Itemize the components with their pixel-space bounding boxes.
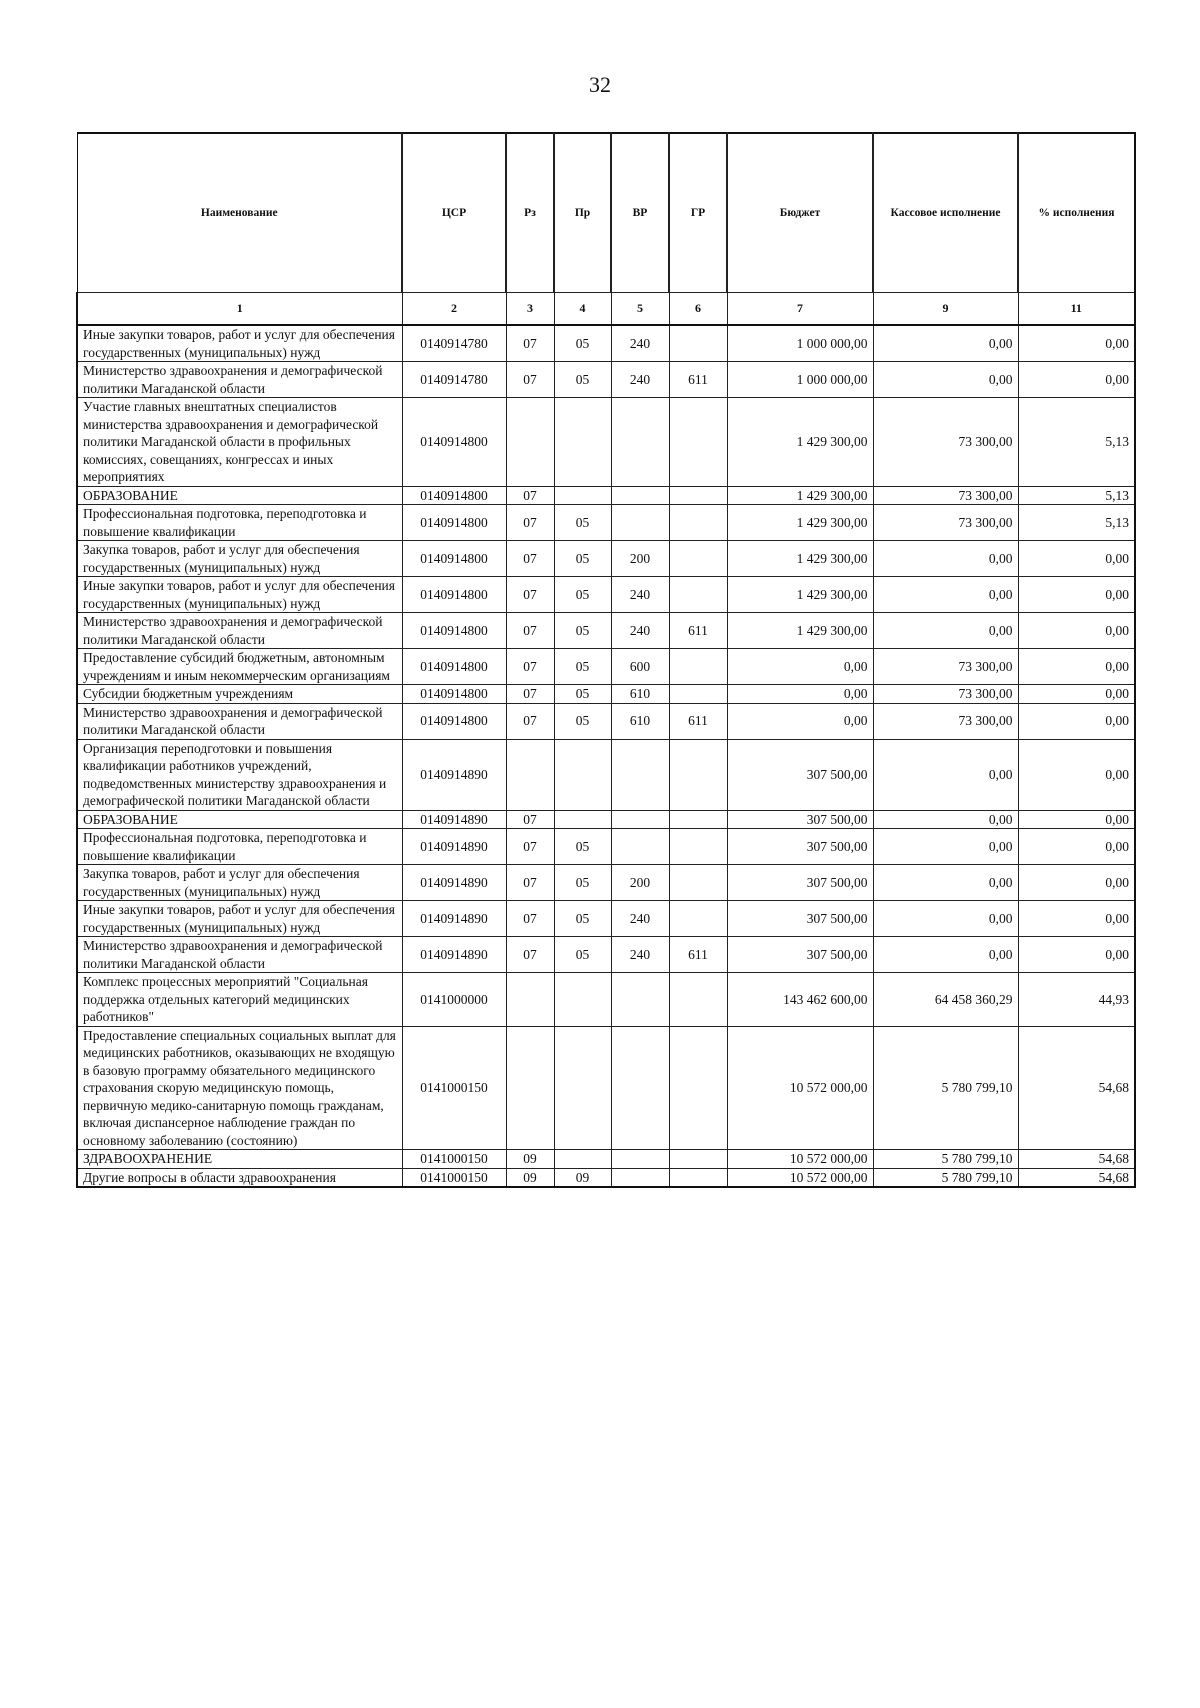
cell-vr: 240 xyxy=(611,901,669,937)
cell-csr: 0140914890 xyxy=(402,937,506,973)
column-number: 11 xyxy=(1018,293,1135,326)
cell-cash-execution: 5 780 799,10 xyxy=(873,1026,1018,1150)
cell-csr: 0140914800 xyxy=(402,486,506,505)
table-row xyxy=(77,1026,1135,1150)
cell-budget: 1 429 300,00 xyxy=(727,541,873,577)
cell-vr: 240 xyxy=(611,613,669,649)
cell-budget: 307 500,00 xyxy=(727,901,873,937)
header-rz: Рз xyxy=(506,133,554,293)
cell-vr: 200 xyxy=(611,541,669,577)
cell-percent-execution: 44,93 xyxy=(1018,973,1135,1027)
cell-csr: 0140914780 xyxy=(402,362,506,398)
cell-gr xyxy=(669,1150,727,1169)
cell-percent-execution: 5,13 xyxy=(1018,486,1135,505)
cell-rz: 07 xyxy=(506,703,554,739)
cell-csr: 0140914800 xyxy=(402,541,506,577)
budget-execution-table xyxy=(76,132,1136,1188)
cell-csr: 0140914800 xyxy=(402,398,506,487)
cell-budget: 307 500,00 xyxy=(727,810,873,829)
cell-cash-execution: 0,00 xyxy=(873,541,1018,577)
cell-vr xyxy=(611,973,669,1027)
header-budget: Бюджет xyxy=(727,133,873,293)
cell-gr xyxy=(669,1026,727,1150)
cell-gr xyxy=(669,829,727,865)
cell-percent-execution: 5,13 xyxy=(1018,398,1135,487)
cell-percent-execution: 0,00 xyxy=(1018,865,1135,901)
cell-budget: 0,00 xyxy=(727,649,873,685)
table-row xyxy=(77,577,1135,613)
table-body xyxy=(77,325,1135,1187)
cell-gr: 611 xyxy=(669,703,727,739)
cell-percent-execution: 0,00 xyxy=(1018,810,1135,829)
cell-percent-execution: 0,00 xyxy=(1018,577,1135,613)
cell-pr xyxy=(554,398,611,487)
cell-vr xyxy=(611,398,669,487)
cell-percent-execution: 54,68 xyxy=(1018,1168,1135,1187)
cell-budget: 1 429 300,00 xyxy=(727,613,873,649)
cell-percent-execution: 0,00 xyxy=(1018,613,1135,649)
cell-name: Профессиональная подготовка, переподготовка и повышение квалификации xyxy=(77,505,402,541)
cell-percent-execution: 0,00 xyxy=(1018,937,1135,973)
table-row xyxy=(77,613,1135,649)
cell-cash-execution: 0,00 xyxy=(873,829,1018,865)
cell-pr: 05 xyxy=(554,901,611,937)
cell-gr xyxy=(669,865,727,901)
cell-gr: 611 xyxy=(669,937,727,973)
cell-csr: 0140914780 xyxy=(402,325,506,362)
table-row xyxy=(77,703,1135,739)
cell-name: Закупка товаров, работ и услуг для обеспечения государственных (муниципальных) нужд xyxy=(77,541,402,577)
cell-rz: 09 xyxy=(506,1150,554,1169)
cell-gr xyxy=(669,398,727,487)
cell-gr xyxy=(669,577,727,613)
table-row xyxy=(77,1168,1135,1187)
header-name: Наименование xyxy=(77,133,402,293)
cell-budget: 307 500,00 xyxy=(727,829,873,865)
cell-gr xyxy=(669,901,727,937)
cell-budget: 307 500,00 xyxy=(727,937,873,973)
cell-gr xyxy=(669,649,727,685)
cell-name: Предоставление субсидий бюджетным, автономным учреждениям и иным некоммерческим организациям xyxy=(77,649,402,685)
cell-pr: 05 xyxy=(554,829,611,865)
cell-name: Министерство здравоохранения и демографической политики Магаданской области xyxy=(77,937,402,973)
cell-cash-execution: 0,00 xyxy=(873,739,1018,810)
table-row xyxy=(77,937,1135,973)
cell-gr xyxy=(669,325,727,362)
cell-csr: 0140914890 xyxy=(402,739,506,810)
column-number: 6 xyxy=(669,293,727,326)
cell-vr xyxy=(611,486,669,505)
cell-csr: 0141000000 xyxy=(402,973,506,1027)
cell-rz: 07 xyxy=(506,810,554,829)
cell-csr: 0140914890 xyxy=(402,810,506,829)
cell-percent-execution: 0,00 xyxy=(1018,649,1135,685)
cell-rz: 07 xyxy=(506,541,554,577)
cell-cash-execution: 0,00 xyxy=(873,577,1018,613)
cell-name: Профессиональная подготовка, переподготовка и повышение квалификации xyxy=(77,829,402,865)
table-row xyxy=(77,362,1135,398)
cell-name: Иные закупки товаров, работ и услуг для обеспечения государственных (муниципальных) нужд xyxy=(77,577,402,613)
cell-percent-execution: 0,00 xyxy=(1018,703,1135,739)
table-row xyxy=(77,685,1135,704)
cell-gr: 611 xyxy=(669,362,727,398)
cell-vr: 240 xyxy=(611,362,669,398)
cell-cash-execution: 0,00 xyxy=(873,865,1018,901)
cell-cash-execution: 0,00 xyxy=(873,325,1018,362)
cell-vr: 240 xyxy=(611,577,669,613)
cell-vr xyxy=(611,505,669,541)
cell-cash-execution: 73 300,00 xyxy=(873,685,1018,704)
cell-rz: 07 xyxy=(506,829,554,865)
header-percent-execution: % исполнения xyxy=(1018,133,1135,293)
cell-rz: 07 xyxy=(506,865,554,901)
cell-percent-execution: 0,00 xyxy=(1018,325,1135,362)
cell-name: ЗДРАВООХРАНЕНИЕ xyxy=(77,1150,402,1169)
column-number: 5 xyxy=(611,293,669,326)
cell-budget: 307 500,00 xyxy=(727,865,873,901)
table-header-row xyxy=(77,133,1135,293)
table-row xyxy=(77,865,1135,901)
cell-percent-execution: 54,68 xyxy=(1018,1150,1135,1169)
cell-budget: 1 429 300,00 xyxy=(727,398,873,487)
cell-csr: 0140914800 xyxy=(402,703,506,739)
cell-budget: 10 572 000,00 xyxy=(727,1168,873,1187)
cell-csr: 0140914800 xyxy=(402,613,506,649)
cell-budget: 0,00 xyxy=(727,685,873,704)
cell-rz: 07 xyxy=(506,937,554,973)
cell-csr: 0140914890 xyxy=(402,829,506,865)
cell-gr xyxy=(669,486,727,505)
cell-budget: 143 462 600,00 xyxy=(727,973,873,1027)
cell-percent-execution: 54,68 xyxy=(1018,1026,1135,1150)
cell-vr: 240 xyxy=(611,937,669,973)
cell-percent-execution: 0,00 xyxy=(1018,362,1135,398)
column-number: 2 xyxy=(402,293,506,326)
cell-budget: 1 429 300,00 xyxy=(727,577,873,613)
cell-cash-execution: 0,00 xyxy=(873,613,1018,649)
cell-pr: 05 xyxy=(554,649,611,685)
cell-pr: 05 xyxy=(554,541,611,577)
cell-vr: 600 xyxy=(611,649,669,685)
cell-rz: 07 xyxy=(506,613,554,649)
cell-rz: 07 xyxy=(506,577,554,613)
cell-percent-execution: 0,00 xyxy=(1018,829,1135,865)
cell-gr xyxy=(669,505,727,541)
cell-name: Иные закупки товаров, работ и услуг для обеспечения государственных (муниципальных) нужд xyxy=(77,901,402,937)
cell-name: Субсидии бюджетным учреждениям xyxy=(77,685,402,704)
cell-name: Участие главных внештатных специалистов министерства здравоохранения и демографической политики Магаданской области в профильных комиссиях, совещаниях, конгрессах и иных мероприятиях xyxy=(77,398,402,487)
table-row xyxy=(77,505,1135,541)
cell-cash-execution: 0,00 xyxy=(873,901,1018,937)
cell-gr xyxy=(669,739,727,810)
cell-cash-execution: 0,00 xyxy=(873,937,1018,973)
cell-rz: 09 xyxy=(506,1168,554,1187)
column-number-row xyxy=(77,293,1135,326)
cell-pr xyxy=(554,973,611,1027)
cell-pr: 05 xyxy=(554,613,611,649)
cell-csr: 0140914890 xyxy=(402,901,506,937)
cell-csr: 0140914800 xyxy=(402,577,506,613)
header-pr: Пр xyxy=(554,133,611,293)
cell-name: Комплекс процессных мероприятий "Социальная поддержка отдельных категорий медицинских работников" xyxy=(77,973,402,1027)
cell-csr: 0141000150 xyxy=(402,1026,506,1150)
column-number: 9 xyxy=(873,293,1018,326)
cell-percent-execution: 0,00 xyxy=(1018,685,1135,704)
cell-pr xyxy=(554,1026,611,1150)
cell-rz xyxy=(506,973,554,1027)
cell-budget: 307 500,00 xyxy=(727,739,873,810)
cell-percent-execution: 0,00 xyxy=(1018,739,1135,810)
cell-cash-execution: 64 458 360,29 xyxy=(873,973,1018,1027)
cell-rz xyxy=(506,1026,554,1150)
cell-pr: 05 xyxy=(554,865,611,901)
cell-pr: 05 xyxy=(554,937,611,973)
table-row xyxy=(77,1150,1135,1169)
cell-pr: 05 xyxy=(554,325,611,362)
table-row xyxy=(77,325,1135,362)
cell-name: Министерство здравоохранения и демографической политики Магаданской области xyxy=(77,703,402,739)
cell-csr: 0140914800 xyxy=(402,649,506,685)
cell-pr xyxy=(554,739,611,810)
column-number: 3 xyxy=(506,293,554,326)
page-number: 32 xyxy=(589,72,611,97)
cell-vr xyxy=(611,1168,669,1187)
cell-rz: 07 xyxy=(506,685,554,704)
cell-vr: 610 xyxy=(611,685,669,704)
cell-cash-execution: 73 300,00 xyxy=(873,649,1018,685)
cell-budget: 0,00 xyxy=(727,703,873,739)
cell-pr: 05 xyxy=(554,703,611,739)
cell-gr xyxy=(669,1168,727,1187)
table-row xyxy=(77,649,1135,685)
cell-vr xyxy=(611,1026,669,1150)
cell-percent-execution: 5,13 xyxy=(1018,505,1135,541)
table-row xyxy=(77,973,1135,1027)
cell-cash-execution: 73 300,00 xyxy=(873,505,1018,541)
table-row xyxy=(77,810,1135,829)
cell-budget: 10 572 000,00 xyxy=(727,1026,873,1150)
column-number: 1 xyxy=(77,293,402,326)
cell-pr xyxy=(554,486,611,505)
cell-name: Иные закупки товаров, работ и услуг для обеспечения государственных (муниципальных) нужд xyxy=(77,325,402,362)
cell-cash-execution: 73 300,00 xyxy=(873,703,1018,739)
cell-rz: 07 xyxy=(506,901,554,937)
cell-csr: 0140914890 xyxy=(402,865,506,901)
cell-pr: 09 xyxy=(554,1168,611,1187)
table-row xyxy=(77,739,1135,810)
header-gr: ГР xyxy=(669,133,727,293)
cell-cash-execution: 73 300,00 xyxy=(873,486,1018,505)
cell-cash-execution: 73 300,00 xyxy=(873,398,1018,487)
cell-name: ОБРАЗОВАНИЕ xyxy=(77,810,402,829)
cell-rz: 07 xyxy=(506,325,554,362)
column-number: 7 xyxy=(727,293,873,326)
cell-gr xyxy=(669,541,727,577)
header-cash-execution: Кассовое исполнение xyxy=(873,133,1018,293)
cell-pr: 05 xyxy=(554,505,611,541)
cell-budget: 1 429 300,00 xyxy=(727,505,873,541)
cell-budget: 1 000 000,00 xyxy=(727,325,873,362)
cell-pr: 05 xyxy=(554,362,611,398)
header-csr: ЦСР xyxy=(402,133,506,293)
cell-name: Министерство здравоохранения и демографической политики Магаданской области xyxy=(77,613,402,649)
table-row xyxy=(77,541,1135,577)
cell-vr xyxy=(611,1150,669,1169)
cell-rz: 07 xyxy=(506,505,554,541)
cell-percent-execution: 0,00 xyxy=(1018,901,1135,937)
cell-cash-execution: 5 780 799,10 xyxy=(873,1150,1018,1169)
cell-gr xyxy=(669,685,727,704)
cell-budget: 1 000 000,00 xyxy=(727,362,873,398)
cell-vr: 610 xyxy=(611,703,669,739)
cell-cash-execution: 0,00 xyxy=(873,362,1018,398)
cell-budget: 1 429 300,00 xyxy=(727,486,873,505)
cell-rz xyxy=(506,398,554,487)
cell-cash-execution: 5 780 799,10 xyxy=(873,1168,1018,1187)
cell-vr xyxy=(611,829,669,865)
cell-name: Организация переподготовки и повышения квалификации работников учреждений, подведомственных министерству здравоохранения и демографической политики Магаданской области xyxy=(77,739,402,810)
cell-vr: 200 xyxy=(611,865,669,901)
cell-rz: 07 xyxy=(506,486,554,505)
cell-gr xyxy=(669,973,727,1027)
cell-gr xyxy=(669,810,727,829)
cell-vr: 240 xyxy=(611,325,669,362)
cell-rz: 07 xyxy=(506,649,554,685)
cell-csr: 0141000150 xyxy=(402,1150,506,1169)
column-number: 4 xyxy=(554,293,611,326)
cell-csr: 0140914800 xyxy=(402,685,506,704)
cell-csr: 0140914800 xyxy=(402,505,506,541)
table-row xyxy=(77,901,1135,937)
cell-rz xyxy=(506,739,554,810)
table-row xyxy=(77,398,1135,487)
cell-vr xyxy=(611,810,669,829)
cell-name: Закупка товаров, работ и услуг для обеспечения государственных (муниципальных) нужд xyxy=(77,865,402,901)
cell-vr xyxy=(611,739,669,810)
cell-rz: 07 xyxy=(506,362,554,398)
header-vr: ВР xyxy=(611,133,669,293)
cell-gr: 611 xyxy=(669,613,727,649)
cell-name: Предоставление специальных социальных выплат для медицинских работников, оказывающих не входящую в базовую программу обязательного медицинского страхования скорую медицинскую помощь, первичную медико-санитарную помощь гражданам, включая диспансерное наблюдение граждан по основному заболеванию (состоянию) xyxy=(77,1026,402,1150)
table-row xyxy=(77,486,1135,505)
cell-pr xyxy=(554,810,611,829)
cell-budget: 10 572 000,00 xyxy=(727,1150,873,1169)
cell-pr: 05 xyxy=(554,577,611,613)
cell-percent-execution: 0,00 xyxy=(1018,541,1135,577)
cell-pr xyxy=(554,1150,611,1169)
cell-pr: 05 xyxy=(554,685,611,704)
cell-cash-execution: 0,00 xyxy=(873,810,1018,829)
cell-name: Министерство здравоохранения и демографической политики Магаданской области xyxy=(77,362,402,398)
cell-name: Другие вопросы в области здравоохранения xyxy=(77,1168,402,1187)
cell-name: ОБРАЗОВАНИЕ xyxy=(77,486,402,505)
cell-csr: 0141000150 xyxy=(402,1168,506,1187)
table-row xyxy=(77,829,1135,865)
